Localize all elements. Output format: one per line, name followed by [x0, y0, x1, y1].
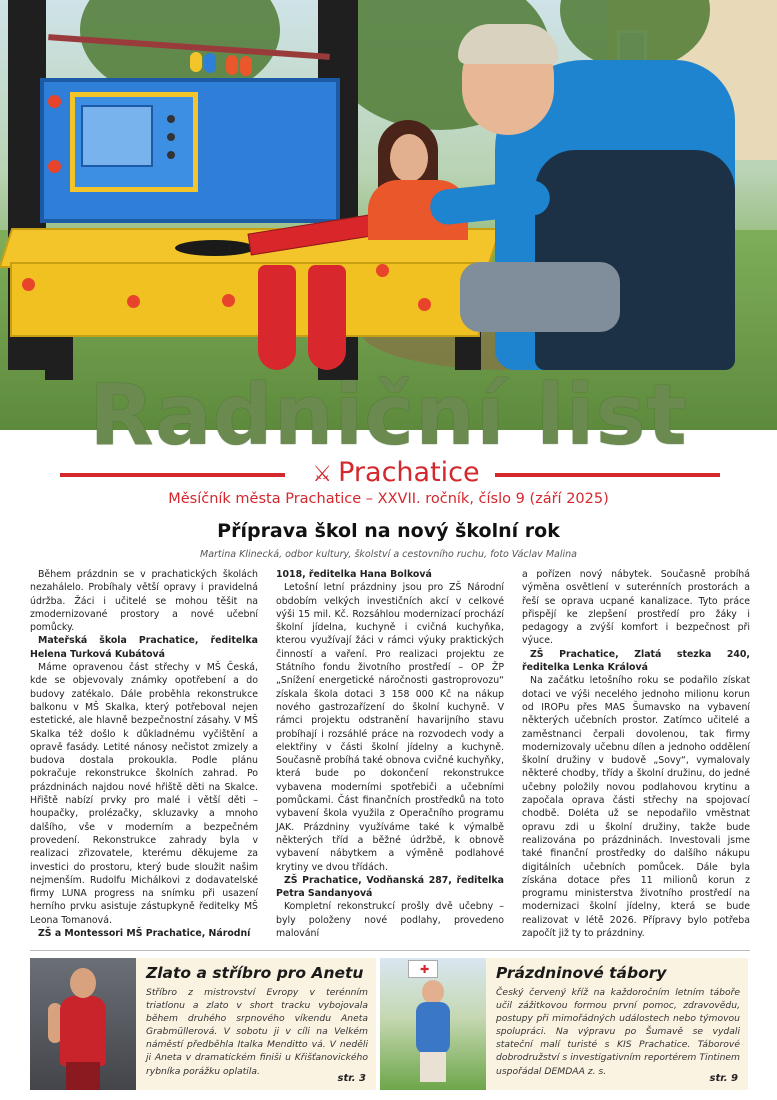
- athlete-head: [70, 968, 96, 998]
- paragraph: Na začátku letošního roku se podařilo získat dotaci ve výši necelého jednoho milionu korun od IROPu přes MAS Šumavsko na vybavení některých učebních prostor. Zatímco učitelé a zaměstnanci čerpali dovolenou, tak firmy modernizovaly učebnu dílen a jednoho oddělení školní družiny v budově „Sovy“, vymalovaly některé chodby, třídy a školní družinu, do jedné učebny položily novou podlahovou krytinu a započala oprava části střechy na spojovací chodbě. Doléta už se nepodařilo vměstnat opravu zdi u školní družiny, takže bude realizována po prázdninách. Investovali jsme také finanční prostředky do dalšího nákupu digitálních učebních pomůcek. Dále byla získána dotace přes 11 milionů korun z programu ministerstva životního prostředí na modernizaci školní jídelny, která se bude realizovat v létě 2026. Přípravy bylo potřeba započít již ty to prázdniny.: [522, 675, 750, 940]
- teaser-anet[interactable]: [30, 958, 376, 1090]
- teaser-body: [146, 964, 368, 1078]
- paragraph: Během prázdnin se v prachatických školách nezahálelo. Probíhaly větší opravy i pravidelná údržba. Žáci i učitelé se mohou těšit na zmodernizované prostory a nové učební pomůcky.: [30, 569, 258, 634]
- section-heading: ZŠ a Montessori MŠ Prachatice, Národní: [38, 928, 251, 940]
- abacus-bead: [240, 56, 252, 76]
- play-table-front: [10, 262, 480, 337]
- masthead: [0, 365, 777, 465]
- red-peg: [418, 298, 431, 311]
- red-flap: [258, 265, 296, 370]
- page-reference[interactable]: str. 3: [337, 1073, 366, 1084]
- red-peg: [222, 294, 235, 307]
- athlete-suit: [60, 996, 106, 1066]
- brand-row: [60, 455, 720, 491]
- article-headline: Příprava škol na nový školní rok: [217, 520, 560, 542]
- teaser-text: Stříbro z mistrovství Evropy v terénním triatlonu a zlato v short tracku vybojovala během druhého srpnového víkendu Aneta Grabmüllerová. V sobotu ji v cíli na Velkém náměstí předběhla Italka Menditto vá. V neděli ji Aneta v dramatickém finiši u Křišťanovického rybníka porážku oplatila.: [146, 987, 368, 1077]
- man-hair: [458, 24, 558, 64]
- crossed-keys-crest-icon: ⚔: [312, 462, 333, 487]
- teaser-camps[interactable]: [380, 958, 748, 1090]
- town-brand: [296, 455, 496, 493]
- man-shorts: [460, 262, 620, 332]
- toy-knob: [167, 115, 175, 123]
- athlete-legs: [66, 1062, 100, 1090]
- article-byline: Martina Klinecká, odbor kultury, školství a cestovního ruchu, foto Václav Malina: [200, 549, 577, 560]
- article-column-2: [276, 568, 504, 946]
- red-peg: [127, 295, 140, 308]
- teaser-title: Prázdninové tábory: [496, 964, 667, 982]
- abacus-bead: [226, 55, 238, 75]
- red-peg: [48, 160, 61, 173]
- red-flap: [308, 265, 346, 370]
- article-columns: [30, 568, 750, 946]
- section-heading: ZŠ Prachatice, Zlatá stezka 240, ředitelka Lenka Králová: [522, 648, 750, 674]
- red-peg: [48, 95, 61, 108]
- article-column-1: [30, 568, 258, 946]
- child-body: [416, 1002, 450, 1054]
- man-vest: [535, 150, 735, 370]
- toy-clock-frame: [70, 92, 198, 192]
- paragraph: Letošní letní prázdniny jsou pro ZŠ Národní obdobím velkých investičních akcí v celkové výši 15 mil. Kč. Rozsáhlou modernizací prochází školní jídelna, kuchyně i cvičná kuchyňka, kterou využívají žáci v rámci výuky praktických činností a vaření. Pro realizaci projektu ze Státního fondu životního prostředí – OP ŽP „Snížení energetické náročnosti gastroprovozu“ získala škola dotaci 3 158 000 Kč na nákup nového gastrozařízení do školní kuchyně. V rámci projektu odstranění havarijního stavu probíhají i rozsáhlé práce na rozvodech vody a elektřiny v části školní jídelny a kuchyně. Současně probíhá také obnova cvičné kuchyňky, která bude po dokončení rekonstrukce vybavena moderními spotřebiči a učebními pomůckami. Část finančních prostředků na toto vybavení škola využila z Operačního programu JAK. Prázdniny využíváme také k výmalbě některých tříd a běžné údržbě, k obnově vybavení nábytkem a výměně podlahové krytiny ve dvou třídách.: [276, 582, 505, 873]
- section-heading: 1018, ředitelka Hana Bolková: [276, 569, 432, 580]
- first-aid-camp-photo: [380, 958, 486, 1090]
- article-column-3: [522, 568, 750, 946]
- red-peg: [22, 278, 35, 291]
- red-rule-left: [60, 473, 285, 477]
- section-divider: [30, 950, 750, 951]
- newspaper-title: Radniční list: [89, 366, 688, 464]
- toy-knob: [167, 133, 175, 141]
- paragraph: Máme opravenou část střechy v MŠ Česká, kde se objevovaly známky opotřebení a do budovy zatékalo. Dále proběhla rekonstrukce balkonu v MŠ Skalka, který potřeboval nejen estetické, ale hlavně bezpečnostní zásahy. V MŠ Skalka též došlo k důkladnému vyčištění a opravě fasády. Letité nánosy nečistot zmizely a budova dostala prokoukla. Podle plánu pokračuje rekonstrukce školních zahrad. Po prázdninách najdou nové hřiště děti na Skalce. Hřiště nabízí prvky pro malé i větší děti – houpačky, prolézačky, skluzavky a mnoho dalšího, vše v moderním a bezpečném provedení. Rekonstrukce zahrady byla v realizaci zřizovatele, kterému děkujeme za investici do prostoru, který bude sloužit našim nejmenším. Rudolfu Michálkovi z dodavatelské firmy LUNA progress na snímku při usazení herního prvku asistuje zástupkyně ředitelky MŠ Leona Tomanová.: [30, 662, 258, 926]
- triathlete-photo: [30, 958, 136, 1090]
- teaser-title: Zlato a stříbro pro Anetu: [146, 964, 364, 982]
- child-bandaged-legs: [420, 1052, 446, 1082]
- woman-face: [390, 134, 428, 182]
- red-peg: [376, 264, 389, 277]
- teaser-body: [496, 964, 740, 1078]
- teaser-text: Český červený kříž na každoročním letním táboře učil zážitkovou formou první pomoc, zdravovědu, postupy při mimořádných událostech nebo týmovou spolupráci. Na výpravu po Šumavě se vydali stateční malí turisté s KIS Prachatice. Táborové dobrodružství s investigativním reportérem Tintinem uspořádal DEMDAA z. s.: [496, 987, 740, 1077]
- section-heading: Mateřská škola Prachatice, ředitelka Helena Turková Kubátová: [30, 635, 258, 660]
- table-hole: [175, 240, 255, 256]
- abacus-bead: [190, 52, 202, 72]
- toy-screen: [81, 105, 153, 167]
- issue-subtitle: Měsíčník města Prachatice – XXVII. ročník, číslo 9 (září 2025): [168, 491, 609, 507]
- page-reference[interactable]: str. 9: [709, 1073, 738, 1084]
- section-heading: ZŠ Prachatice, Vodňanská 287, ředitelka Petra Sandanyová: [276, 874, 504, 900]
- paragraph: a pořízen nový nábytek. Současně probíhá výměna osvětlení v suterénních prostorách a řeší se oprava ucpané kanalizace. Tyto práce přispějí ke zlepšení prostředí pro žáky i pedagogy a zvýší komfort i bezpečnost při výuce.: [522, 569, 750, 647]
- red-cross-sign: [408, 960, 438, 978]
- paragraph: Kompletní rekonstrukcí prošly dvě učebny – byly položeny nové podlahy, provedeno malování: [276, 901, 504, 940]
- red-cross-icon: ✚: [420, 963, 430, 976]
- toy-knob: [167, 151, 175, 159]
- abacus-bead: [204, 53, 216, 73]
- red-rule-right: [495, 473, 720, 477]
- child-head: [422, 980, 444, 1004]
- town-name: Prachatice: [338, 457, 480, 488]
